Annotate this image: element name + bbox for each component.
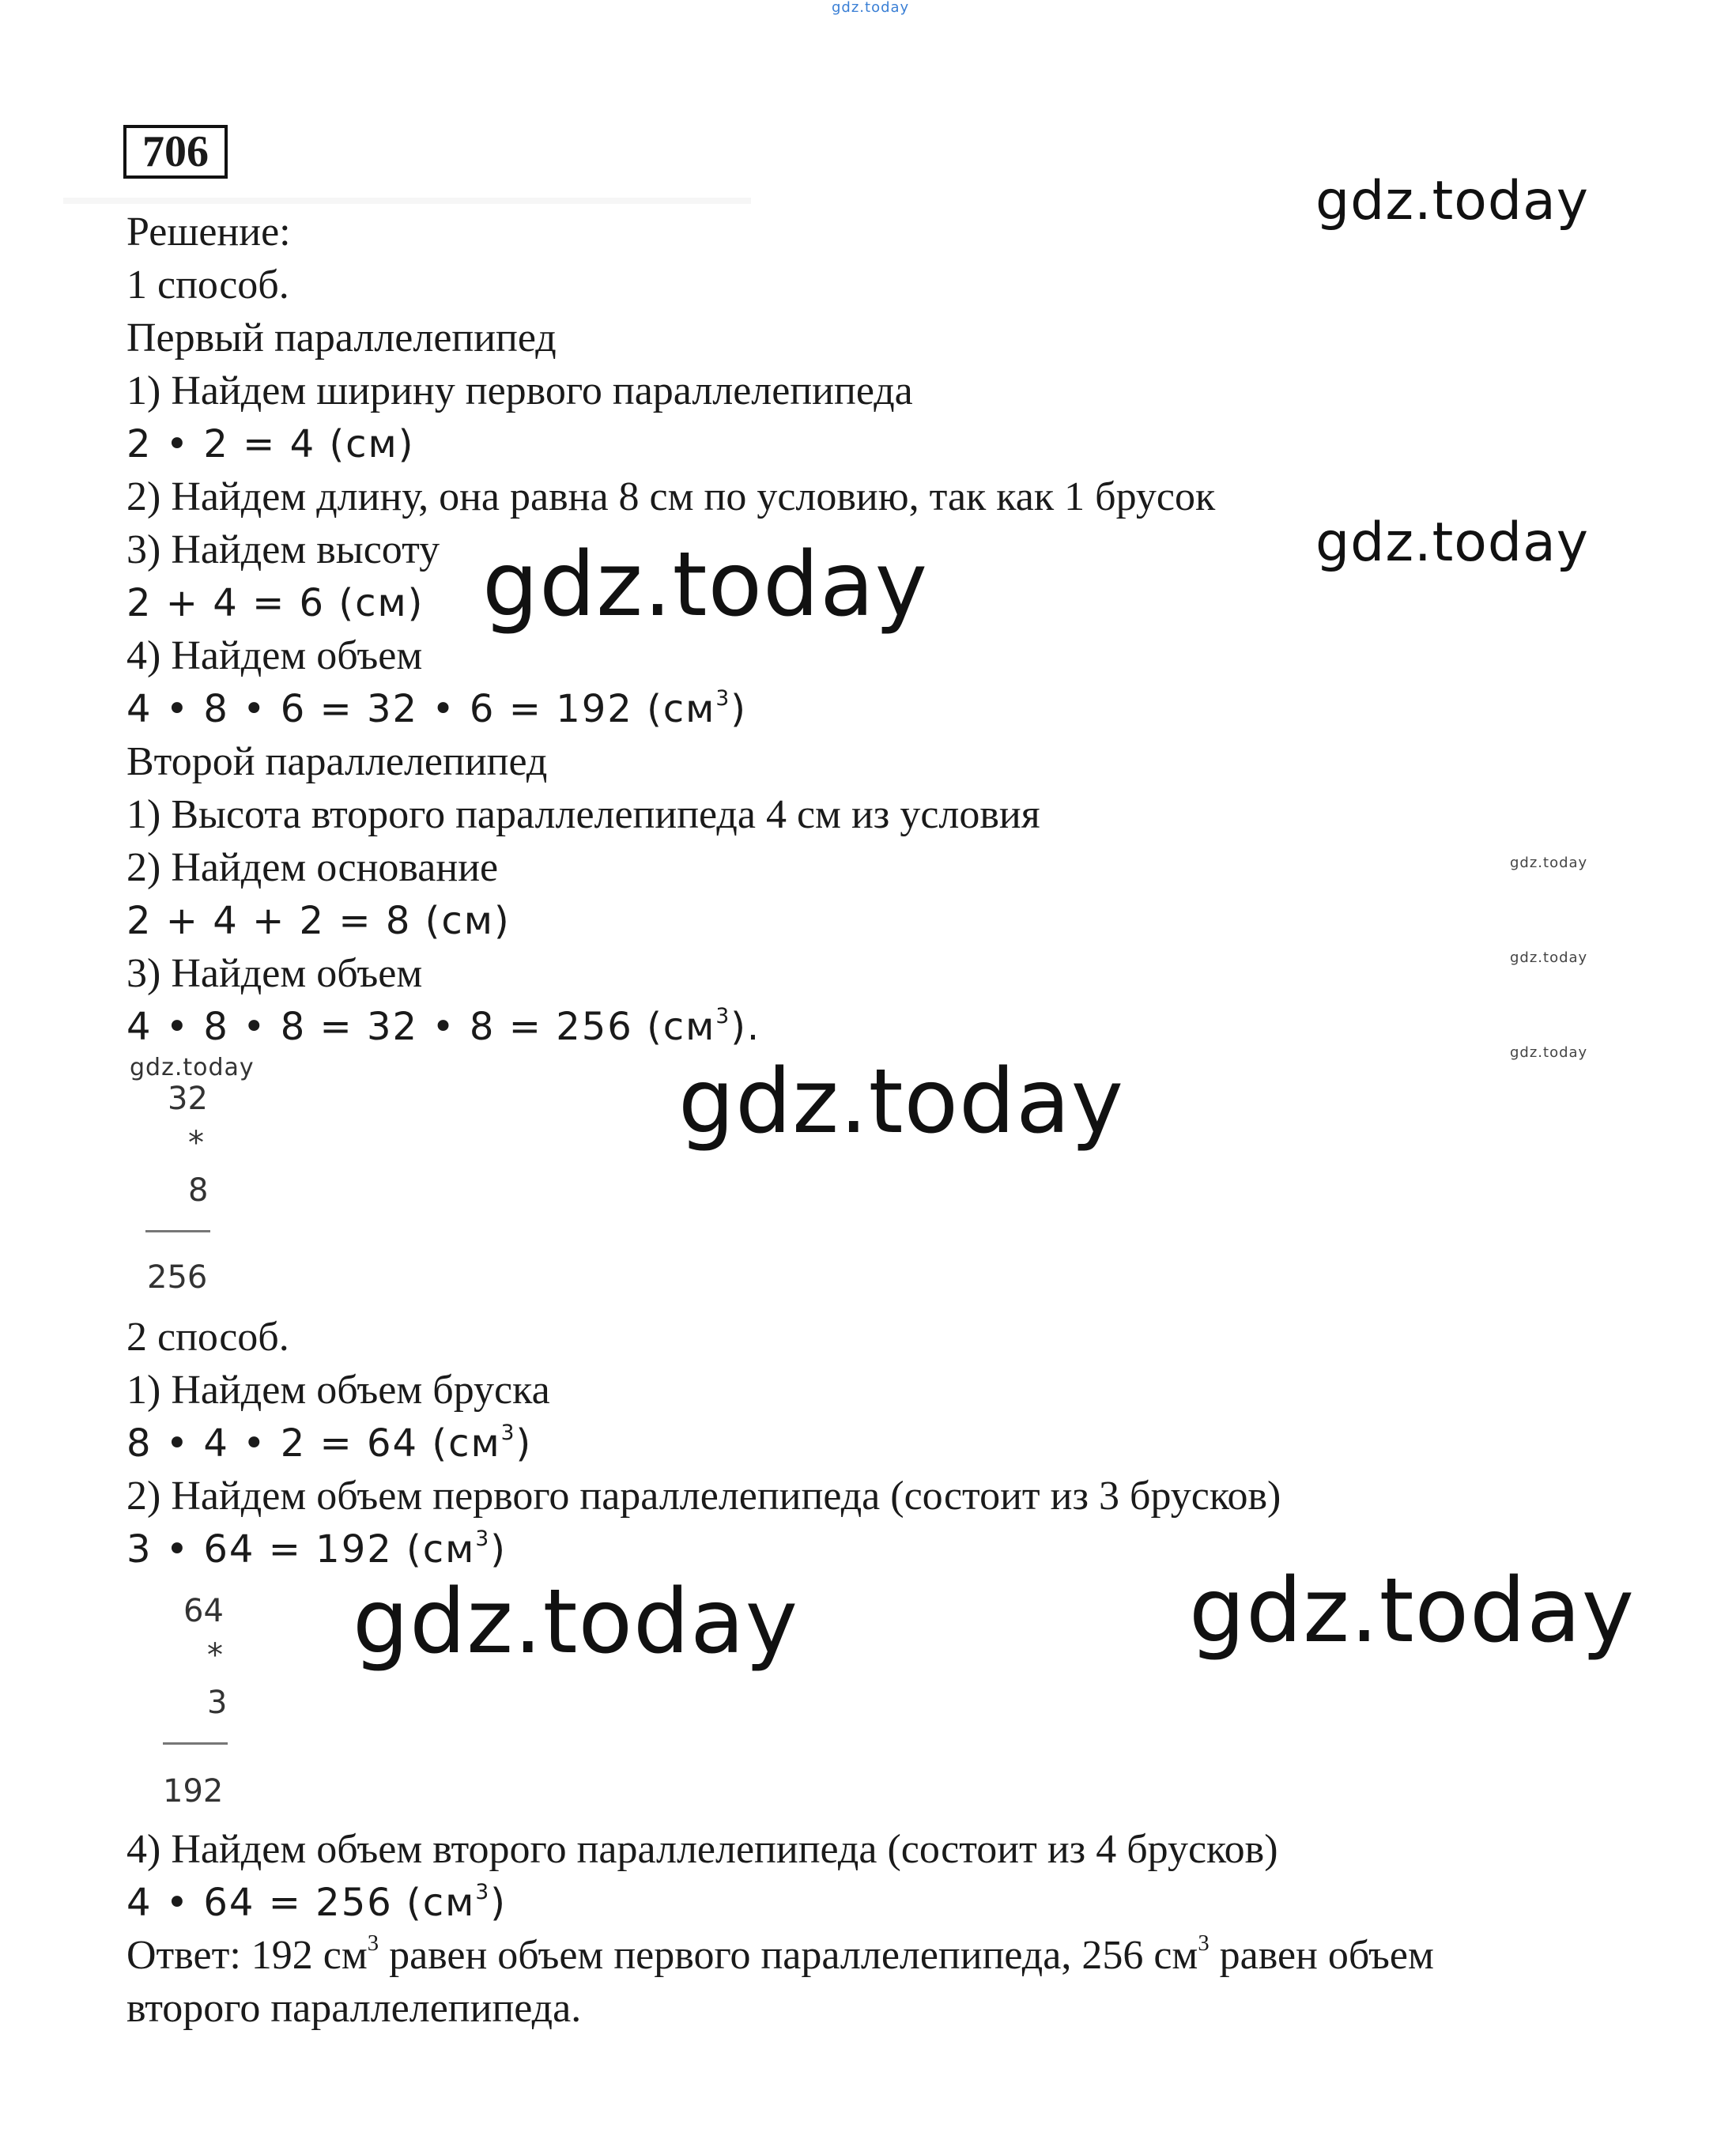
method-1-heading: 1 способ. — [126, 262, 289, 308]
problem-number: 706 — [123, 125, 228, 179]
step-first-volume: 2) Найдем объем первого параллелепипеда (состоит из 3 брусков) — [126, 1474, 1281, 1519]
step-second-volume: 4) Найдем объем второго параллелепипеда (состоит из 4 брусков) — [126, 1827, 1278, 1872]
watermark-small: gdz.today — [130, 1054, 255, 1081]
second-box-heading: Второй параллелепипед — [126, 739, 548, 784]
calc-first-volume: 3 • 64 = 192 $(см^3)$ — [126, 1526, 507, 1572]
calc-base: 2 + 4 + 2 = 8 (см) — [126, 899, 511, 943]
step-volume-2: 3) Найдем объем — [126, 951, 423, 996]
column-calc-1-result: 256 — [147, 1259, 208, 1296]
divider — [63, 198, 751, 204]
method-2-heading: 2 способ. — [126, 1315, 289, 1360]
column-calc-2-top: 64 — [183, 1593, 224, 1629]
calc-second-volume: 4 • 64 = 256 $(см^3)$ — [126, 1879, 507, 1925]
column-calc-2-op: * — [207, 1637, 223, 1674]
watermark-1: gdz.today — [1315, 170, 1589, 232]
solution-heading: Решение: — [126, 209, 291, 255]
answer-line-2: второго параллелепипеда. — [126, 1986, 582, 2031]
column-calc-1-rule — [145, 1230, 210, 1232]
watermark-3: gdz.today — [482, 534, 929, 636]
column-calc-1-bottom: 8 — [188, 1172, 209, 1209]
step-height-2: 1) Высота второго параллелепипеда 4 см из условия — [126, 792, 1040, 837]
column-calc-2-result: 192 — [163, 1773, 224, 1810]
answer-line: Ответ: 192 $см^3$ равен объем первого параллелепипеда, 256 $см^3$ равен объем — [126, 1931, 1434, 1978]
column-calc-1-op: * — [188, 1125, 204, 1161]
step-width: 1) Найдем ширину первого параллелепипеда — [126, 368, 913, 413]
column-calc-2-rule — [163, 1742, 228, 1745]
column-calc-2-bottom: 3 — [207, 1685, 228, 1721]
calc-volume-1: 4 • 8 • 6 = 32 • 6 = 192 $(см^3)$ — [126, 685, 747, 731]
watermark-tiny-2: gdz.today — [1510, 949, 1588, 966]
step-brick-volume: 1) Найдем объем бруска — [126, 1368, 550, 1413]
calc-volume-2: 4 • 8 • 8 = 32 • 8 = 256 $(см^3)$. — [126, 1003, 761, 1049]
step-base: 2) Найдем основание — [126, 845, 499, 890]
watermark-6: gdz.today — [1189, 1560, 1636, 1662]
watermark-2: gdz.today — [1315, 511, 1589, 574]
watermark-tiny-1: gdz.today — [1510, 855, 1588, 871]
column-calc-1-top: 32 — [168, 1081, 208, 1117]
calc-brick-volume: 8 • 4 • 2 = 64 $(см^3)$ — [126, 1420, 533, 1466]
step-length: 2) Найдем длину, она равна 8 см по условию, так как 1 брусок — [126, 474, 1216, 519]
step-volume-1: 4) Найдем объем — [126, 633, 423, 678]
calc-height: 2 + 4 = 6 (см) — [126, 581, 425, 625]
first-box-heading: Первый параллелепипед — [126, 315, 557, 360]
calc-width: 2 • 2 = 4 (см) — [126, 422, 415, 466]
watermark-4: gdz.today — [678, 1051, 1125, 1153]
watermark-top: gdz.today — [832, 0, 910, 16]
watermark-5: gdz.today — [353, 1571, 799, 1674]
watermark-tiny-3: gdz.today — [1510, 1044, 1588, 1061]
step-height: 3) Найдем высоту — [126, 527, 440, 572]
